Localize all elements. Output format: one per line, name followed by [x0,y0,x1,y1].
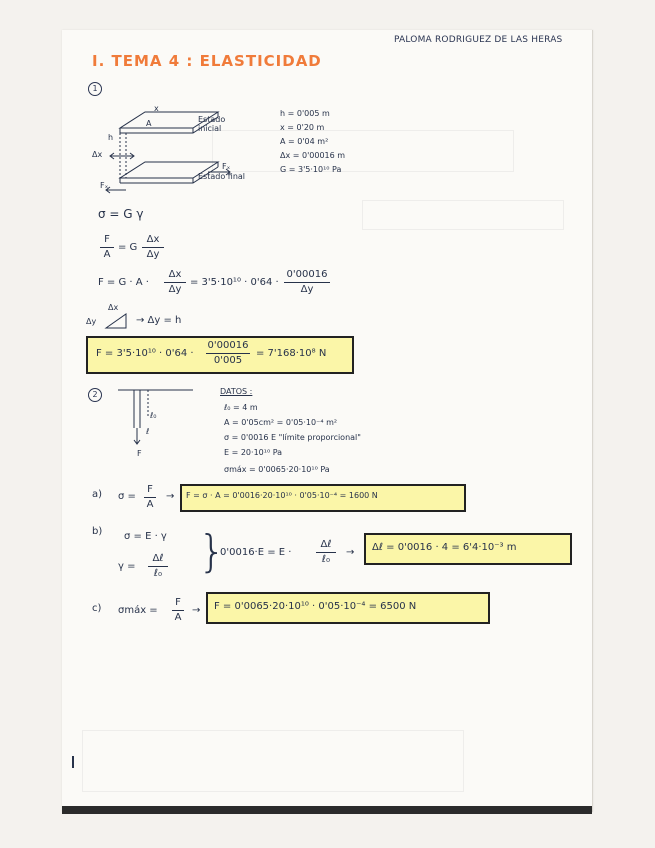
bleed-through-mark [362,200,564,230]
part-b-label: b) [92,526,103,537]
wire-label-l0: ℓ₀ [150,411,157,420]
fraction-dx-over-dy: Δx Δy [164,270,186,295]
notebook-page [62,30,593,812]
part-c-equation: σmáx = [118,605,158,616]
part-c-result: F = 0'0065·20·10¹⁰ · 0'05·10⁻⁴ = 6500 N [214,601,417,612]
author-name: PALOMA RODRIGUEZ DE LAS HERAS [394,35,563,45]
exercise-1-number: 1 [88,82,102,96]
diagram-label-fx: Fₓ [222,162,231,171]
datos-item: E = 20·10¹⁰ Pa [224,448,283,457]
part-a-result: F = σ · A = 0'0016·20·10¹⁰ · 0'05·10⁻⁴ = 1600 N [186,491,378,500]
fraction-displacement: 0'00016 Δy [284,270,330,295]
shear-diagram [90,100,260,200]
part-a-equation: σ = [118,491,136,502]
exercise-2-number: 2 [88,388,102,402]
datos-title: DATOS : [220,387,253,396]
given-value: Δx = 0'00016 m [280,151,346,160]
fraction-f-over-a: F A [172,598,184,623]
page-title: I. TEMA 4 : ELASTICIDAD [92,52,322,70]
given-value: G = 3'5·10¹⁰ Pa [280,165,342,174]
equation-force-mid: = 3'5·10¹⁰ · 0'64 · [190,277,279,288]
triangle-conclusion: → Δy = h [136,315,182,326]
wire-label-force: F [137,449,142,458]
result-fraction: 0'00016 0'005 [207,340,249,366]
diagram-label-h: h [108,133,114,142]
label-final-state: Estado final [198,172,246,181]
triangle-top-label: Δx [108,303,119,312]
part-b-hooke: σ = E · γ [124,531,167,542]
fraction-strain: Δℓ ℓ₀ [148,554,168,579]
diagram-label-area: A [146,119,152,128]
diagram-label-dx: Δx [92,150,103,159]
part-b-strain-lhs: γ = [118,561,136,572]
result-value: = 7'168·10⁸ N [256,348,327,359]
pen-mark [72,756,74,768]
datos-item: σ = 0'0016 E "límite proporcional" [224,433,361,442]
given-value: x = 0'20 m [280,123,325,132]
part-b-middle: 0'0016·E = E · [220,547,292,558]
arrow: → [192,605,201,616]
diagram-label-fx-bottom: Fₓ [100,181,109,190]
datos-item: ℓ₀ = 4 m [224,403,258,412]
arrow: → [166,491,175,502]
label-initial-state: Estado inicial [198,115,226,133]
fraction-dx-over-dy: Δx Δy [142,235,164,260]
part-a-label: a) [92,489,103,500]
page-edge-shadow [62,806,592,814]
wire-diagram [118,386,198,456]
bleed-through-mark [82,730,464,792]
fraction-strain: Δℓ ℓ₀ [316,540,336,565]
result-lhs: F = 3'5·10¹⁰ · 0'64 · [96,348,194,359]
given-value: h = 0'005 m [280,109,330,118]
given-value: A = 0'04 m² [280,137,329,146]
fraction-f-over-a: F A [100,235,114,260]
datos-item: A = 0'05cm² = 0'05·10⁻⁴ m² [224,418,338,427]
equation-force-lhs: F = G · A · [98,277,149,288]
arrow: → [346,547,355,558]
part-b-result: Δℓ = 0'0016 · 4 = 6'4·10⁻³ m [372,542,517,553]
datos-item: σmáx = 0'0065·20·10¹⁰ Pa [224,465,330,474]
diagram-label-x: x [154,104,159,113]
brace: } [198,526,226,577]
fraction-f-over-a: F A [144,485,156,510]
triangle-left-label: Δy [86,317,97,326]
equation-mid: = G [118,242,138,253]
equation-shear-stress: σ = G γ [98,207,144,221]
part-c-label: c) [92,603,102,614]
triangle-sketch [104,312,128,330]
wire-label-l: ℓ [146,427,150,436]
